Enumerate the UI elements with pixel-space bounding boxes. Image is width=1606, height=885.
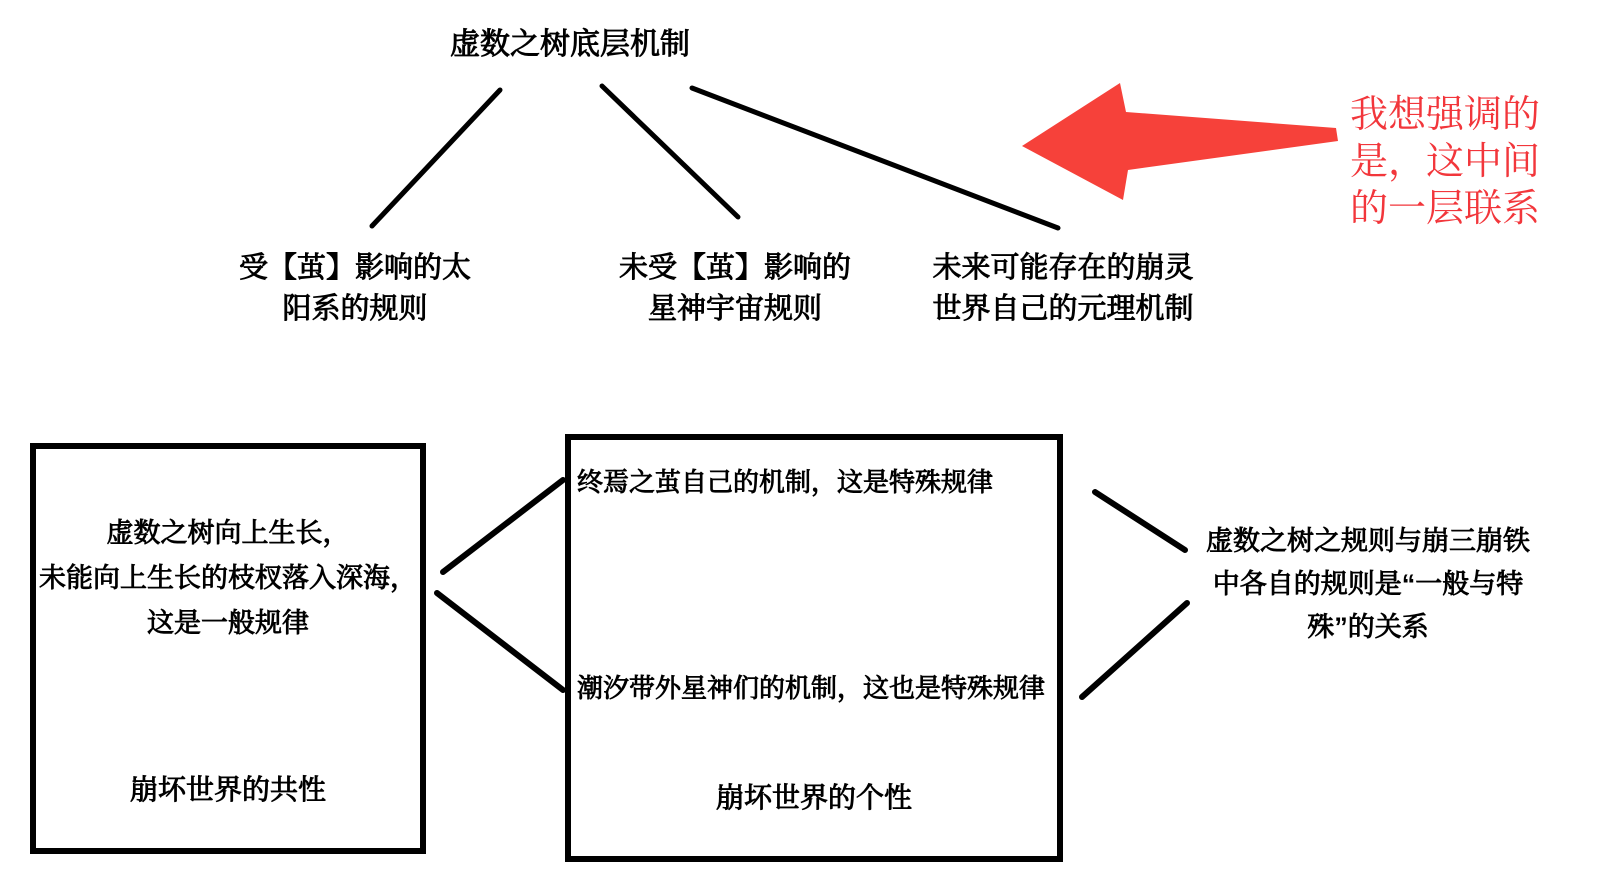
box-general-law [30, 443, 426, 854]
node-text-line: 未来可能存在的崩灵 [932, 252, 1194, 284]
note-line: 中各自的规则是“一般与特 [1212, 569, 1524, 599]
box-special-law [565, 434, 1063, 862]
root-title-text: 虚数之树底层机制 [450, 28, 690, 61]
node-root-title [400, 28, 740, 62]
node-aeon-universe-rules [585, 248, 885, 330]
node-text-line: 未受【茧】影响的 [618, 252, 851, 284]
annotation-line: 我想强调的 [1350, 94, 1541, 136]
annotation-line: 是，这中间 [1350, 141, 1541, 183]
red-emphasis-arrow [1022, 83, 1338, 200]
general-law-line: 虚数之树向上生长， [106, 518, 350, 548]
node-text-line: 受【茧】影响的太 [238, 252, 471, 284]
edge-cocoon-mechanism-to-note [1095, 492, 1185, 550]
special-law-item-cocoon: 终焉之茧自己的机制，这是特殊规律 [577, 467, 994, 497]
edge-root-to-aeon-universe [602, 86, 738, 217]
special-law-item-tidal-gods: 潮汐带外星神们的机制，这也是特殊规律 [577, 673, 1046, 703]
node-honkai-spirit-rules [913, 248, 1213, 330]
note-line: 虚数之树之规则与崩三崩铁 [1206, 526, 1530, 556]
edge-tidal-gods-to-note [1082, 603, 1187, 697]
special-law-footer: 崩坏世界的个性 [715, 782, 912, 813]
node-text-line: 世界自己的元理机制 [932, 293, 1194, 325]
node-text-line: 星神宇宙规则 [647, 293, 822, 325]
general-law-line: 这是一般规律 [147, 608, 309, 638]
edge-leftbox-to-cocoon-mechanism [443, 480, 563, 572]
edge-leftbox-to-tidal-gods [437, 593, 563, 690]
general-law-text [36, 511, 420, 646]
edge-root-to-cocoon-solar [372, 90, 500, 226]
edge-root-to-honkai-spirit-world [692, 88, 1058, 228]
general-law-line: 未能向上生长的枝杈落入深海， [39, 563, 417, 593]
annotation-line: 的一层联系 [1350, 188, 1541, 230]
node-text-line: 阳系的规则 [282, 293, 428, 325]
note-general-special-relation [1188, 520, 1548, 649]
general-law-footer: 崩坏世界的共性 [129, 774, 326, 805]
annotation-red-text [1350, 92, 1606, 233]
note-line: 殊”的关系 [1307, 612, 1429, 642]
node-cocoon-solar-rules [205, 248, 505, 330]
